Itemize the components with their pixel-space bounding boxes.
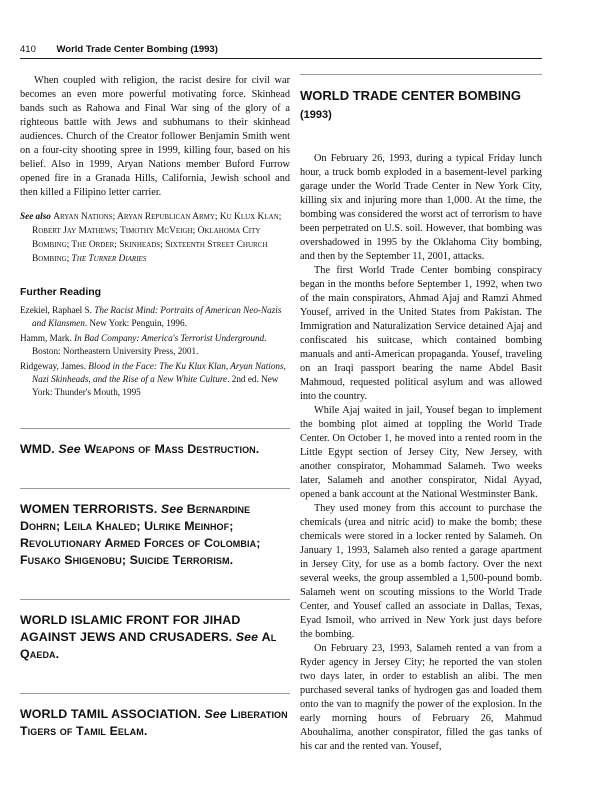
entry-head: WORLD TAMIL ASSOCIATION.: [20, 707, 201, 722]
entry-head: WMD.: [20, 442, 55, 457]
article-title-text: WORLD TRADE CENTER BOMBING: [300, 88, 521, 103]
see-also-label: See also: [20, 211, 51, 221]
further-reading-heading: Further Reading: [20, 286, 102, 298]
reference-item: [20, 304, 290, 329]
entry-see: See: [204, 707, 227, 722]
reference-author: Ezekiel, Raphael S.: [20, 305, 95, 315]
article-paragraph: The first World Trade Center bombing conspiracy began in the months before September 1, 1992, when two of the main conspirators, Ahmad Ajaj and Ramzi Ahmed Yousef, arrived in the United States from Pakistan. The Immigration and Naturalization Service detained Ajaj and confiscated his suitcase, which contained bombing manuals and anti-American propaganda. Yousef, traveling on an Iraqi passport bearing the name Abdel Basit Mahmoud, requested political asylum and was allowed into the country.: [300, 265, 542, 402]
entry-ref: Al Qaeda.: [20, 630, 277, 662]
left-column: [20, 74, 290, 740]
right-column: [300, 74, 542, 754]
running-header: [20, 44, 542, 59]
entry-women-terrorists: [20, 488, 290, 569]
entry-head: WOMEN TERRORISTS.: [20, 502, 158, 517]
entry-head: WORLD ISLAMIC FRONT FOR JIHAD AGAINST JEWS AND CRUSADERS.: [20, 613, 241, 645]
entry-wmd: [20, 428, 290, 458]
reference-publisher: . New York: Penguin, 1996.: [84, 317, 187, 328]
running-title: World Trade Center Bombing (1993): [56, 44, 218, 55]
entry-ref: Weapons of Mass Destruction.: [84, 442, 260, 457]
reference-title: In Bad Company: America's Terrorist Underground: [74, 333, 265, 344]
entry-see: See: [235, 630, 259, 645]
article-paragraph: On February 26, 1993, during a typical Friday lunch hour, a truck bomb exploded in a basement-level parking garage under the World Trade Center in New York City, killing six and injuring more than 1,000. At the time, the bombing was considered the worst act of terrorism to have been perpetrated on U.S. soil. However, that bombing was overshadowed in 1995 by the Oklahoma City bombing, and then by the September 11, 2001, attacks.: [300, 153, 542, 262]
reference-author: Hamm, Mark.: [20, 333, 75, 344]
reference-title: Blood in the Face: The Ku Klux Klan, Aryan Nations, Nazi Skinheads, and the Rise of a New White Culture: [32, 361, 286, 384]
reference-item: [20, 360, 290, 398]
article-paragraph: While Ajaj waited in jail, Yousef began to implement the bombing plot aimed at toppling the World Trade Center. On October 1, he moved into a rented room in the Little Egypt section of Jersey City, New Jersey, with another conspirator, Mohammad Salameh. Two weeks later, Salameh and another conspirator, Nidal Ayyad, opened a bank account at the National Westminster Bank.: [300, 405, 542, 500]
reference-publisher: . Boston: Northeastern University Press, 2001.: [32, 333, 267, 356]
article-title-year: (1993): [300, 109, 332, 121]
page-number: 410: [20, 44, 36, 55]
article-title: [300, 87, 542, 124]
entry-world-tamil-association: [20, 693, 290, 740]
article-paragraph: They used money from this account to purchase the chemicals (urea and nitric acid) to make the bomb; these chemicals were stored in a locker rented by Salameh. On January 1, 1993, Salameh also rented a garage apartment in Jersey City, for use as a bomb factory. Over the next several weeks, the group assembled a 1,500-pound bomb. Salameh went on scouting missions to the World Trade Center, and Yousef called an associate in Dallas, Texas, Eyad Ismoil, who arrived in New York just days before the bombing.: [300, 503, 542, 640]
entry-world-islamic-front: [20, 599, 290, 663]
reference-item: [20, 332, 290, 357]
entry-ref: Liberation Tigers of Tamil Eelam.: [20, 707, 288, 739]
reference-author: Ridgeway, James.: [20, 361, 89, 372]
article-paragraph: On February 23, 1993, Salameh rented a van from a Ryder agency in Jersey City; he reported the van stolen two days later, in order to establish an alibi. The men purchased several tanks of hydrogen gas and loaded them onto the van to magnify the power of the explosion. In the early morning hours of February 26, Mahmud Abouhalima, another conspirator, filled the gas tanks of his car and the rented van. Yousef,: [300, 643, 542, 752]
intro-paragraph: When coupled with religion, the racist desire for civil war becomes an even more powerful motivating force. Skinhead bands such as Rahowa and Final War sing of the glory of a righteous battle with Jews and subhumans to their skinhead audiences. Church of the Creator follower Benjamin Smith went on a four-city shooting spree in 1999, killing four, based on his belief. Also in 1999, Aryan Nations member Buford Furrow opened fire in a Granada Hills, California, Jewish school and then killed a Filipino letter carrier.: [20, 75, 290, 198]
entry-see: See: [160, 502, 184, 517]
reference-publisher: . 2nd ed. New York: Thunder's Mouth, 1995: [32, 373, 279, 397]
see-also-refs: Aryan Nations; Aryan Republican Army; Ku Klux Klan; Robert Jay Mathews; Timothy McVeigh; Oklahoma City Bombing; The Order; Skinheads; Sixteenth Street Church Bombing;: [32, 212, 282, 264]
see-also-last: The Turner Diaries: [71, 254, 147, 264]
entry-ref: Bernardine Dohrn; Leila Khaled; Ulrike Meinhof; Revolutionary Armed Forces of Colombia; Fusako Shigenobu; Suicide Terrorism.: [20, 502, 261, 568]
entry-see: See: [58, 442, 81, 457]
reference-title: The Racist Mind: Portraits of American Neo-Nazis and Klansmen: [32, 305, 282, 328]
article-heading: [300, 74, 542, 124]
see-also: [20, 210, 290, 266]
